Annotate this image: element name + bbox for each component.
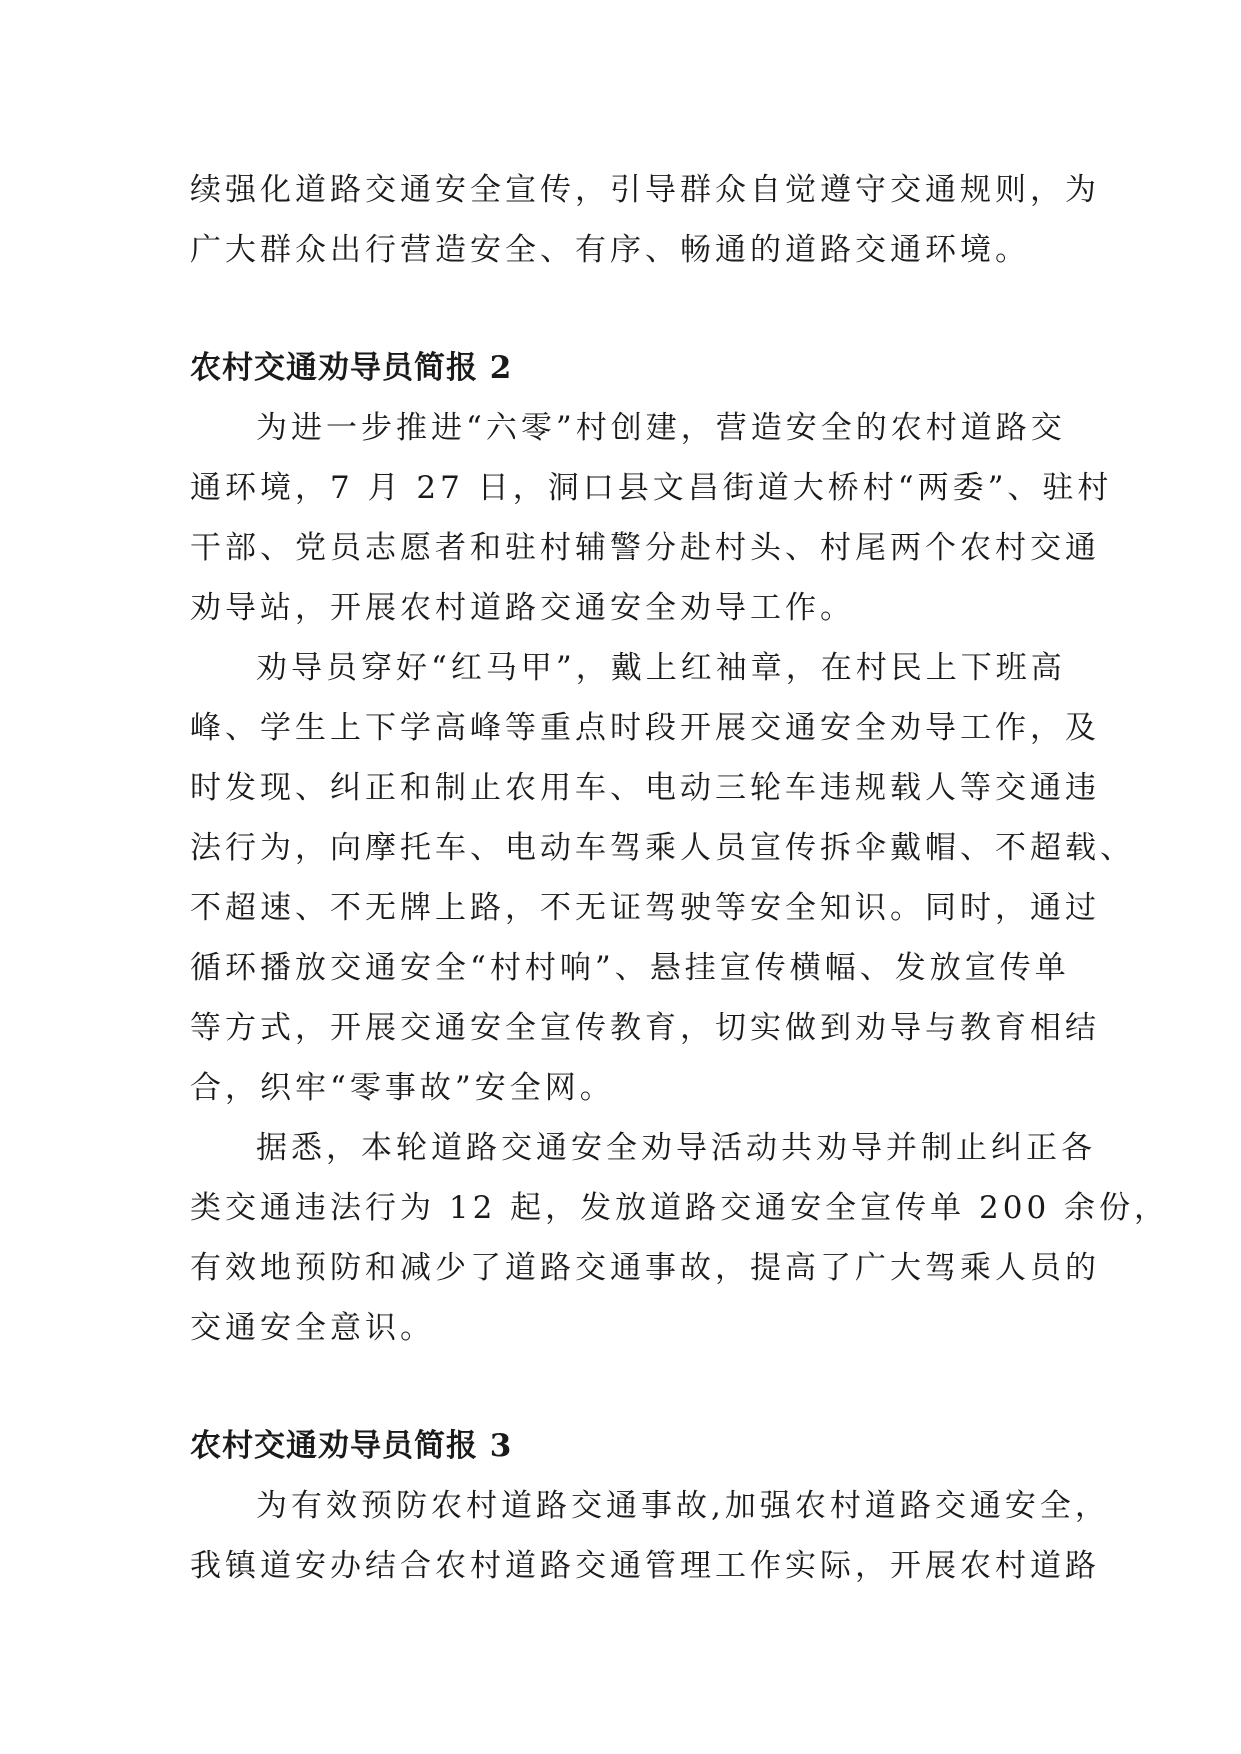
text-line: 广大群众出行营造安全、有序、畅通的道路交通环境。 — [190, 232, 1030, 268]
section-3-heading: 农村交通劝导员简报 3 — [190, 1428, 513, 1464]
text-line: 续强化道路交通安全宣传，引导群众自觉遵守交通规则，为 — [190, 172, 1100, 208]
text-line: 交通安全意识。 — [190, 1310, 435, 1346]
text-line: 劝导员穿好“红马甲”，戴上红袖章，在村民上下班高 — [256, 650, 1066, 686]
section-2-heading: 农村交通劝导员简报 2 — [190, 350, 513, 386]
section-2-paragraph-1 — [190, 398, 1113, 638]
text-line: 干部、党员志愿者和驻村辅警分赴村头、村尾两个农村交通 — [190, 530, 1100, 566]
section-spacer — [190, 280, 1050, 338]
text-line: 等方式，开展交通安全宣传教育，切实做到劝导与教育相结 — [190, 1010, 1100, 1046]
text-line: 合，织牢“零事故”安全网。 — [190, 1070, 615, 1106]
intro-paragraph — [190, 160, 1100, 280]
text-line: 峰、学生上下学高峰等重点时段开展交通安全劝导工作，及 — [190, 710, 1100, 746]
section-spacer — [190, 1358, 1050, 1416]
text-line: 为有效预防农村道路交通事故,加强农村道路交通安全， — [256, 1488, 1110, 1524]
text-line: 类交通违法行为 12 起，发放道路交通安全宣传单 200 余份， — [190, 1190, 1170, 1226]
section-3-paragraph-1 — [190, 1476, 1110, 1596]
text-line: 据悉，本轮道路交通安全劝导活动共劝导并制止纠正各 — [256, 1130, 1096, 1166]
text-line: 法行为，向摩托车、电动车驾乘人员宣传拆伞戴帽、不超载、 — [190, 830, 1135, 866]
text-line: 循环播放交通安全“村村响”、悬挂宣传横幅、发放宣传单 — [190, 950, 1070, 986]
section-2-paragraph-2 — [190, 638, 1135, 1118]
text-line: 通环境，7 月 27 日，洞口县文昌街道大桥村“两委”、驻村 — [190, 470, 1113, 506]
text-line: 不超速、不无牌上路，不无证驾驶等安全知识。同时，通过 — [190, 890, 1100, 926]
section-2-paragraph-3 — [190, 1118, 1170, 1358]
text-line: 我镇道安办结合农村道路交通管理工作实际，开展农村道路 — [190, 1548, 1100, 1584]
text-line: 为进一步推进“六零”村创建，营造安全的农村道路交 — [256, 410, 1066, 446]
document-body — [190, 160, 1170, 1596]
text-line: 时发现、纠正和制止农用车、电动三轮车违规载人等交通违 — [190, 770, 1100, 806]
text-line: 劝导站，开展农村道路交通安全劝导工作。 — [190, 590, 855, 626]
text-line: 有效地预防和减少了道路交通事故，提高了广大驾乘人员的 — [190, 1250, 1100, 1286]
